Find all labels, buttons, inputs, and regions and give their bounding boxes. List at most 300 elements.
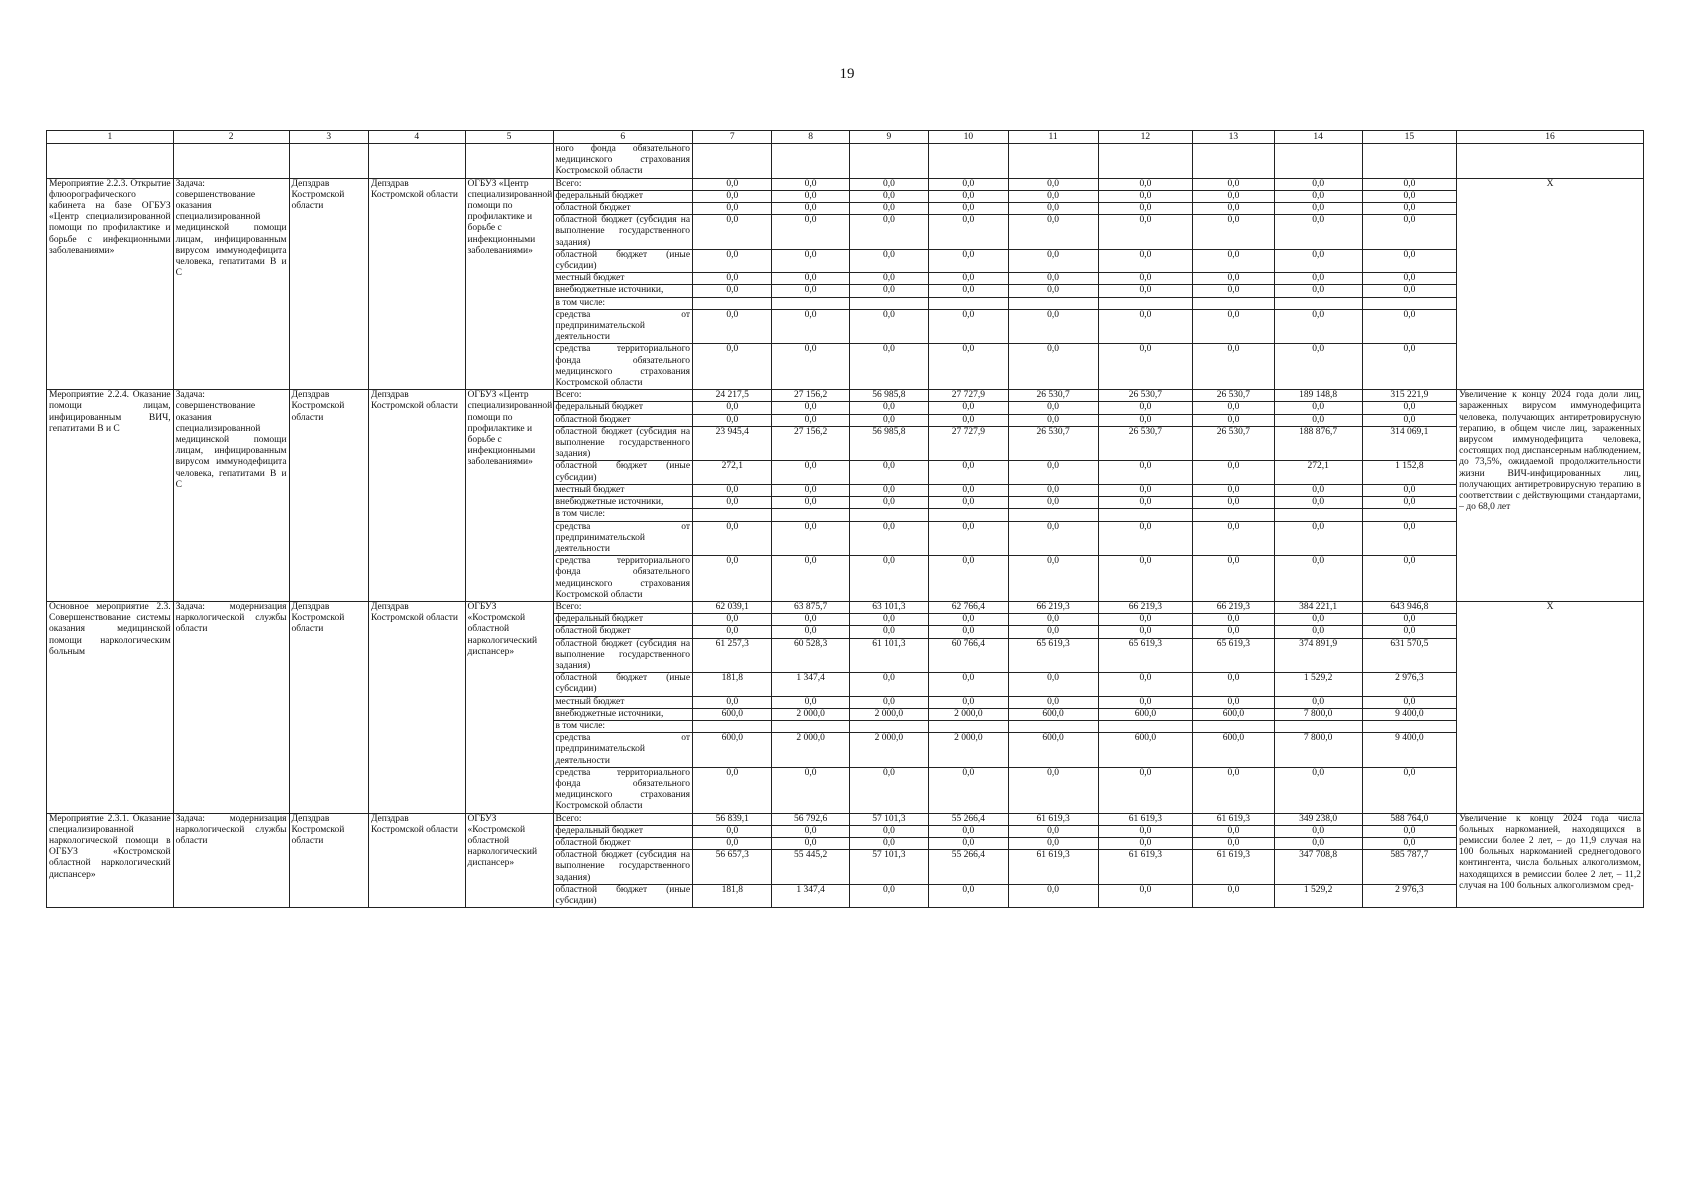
- amount-cell: 0,0: [1008, 285, 1098, 297]
- funding-source-label: средства территориального фонда обязательного медицинского страхования Костромской области: [553, 767, 693, 813]
- amount-cell: 0,0: [929, 673, 1008, 696]
- amount-cell: 61 619,3: [1193, 813, 1275, 825]
- amount-cell: 0,0: [772, 178, 849, 190]
- amount-cell: 0,0: [929, 626, 1008, 638]
- amount-cell: 60 528,3: [772, 638, 849, 673]
- amount-cell: 61 619,3: [1008, 850, 1098, 885]
- funding-source-label: средства от предпринимательской деятельности: [553, 521, 693, 556]
- amount-cell: 0,0: [1008, 884, 1098, 907]
- header-cell: 1: [47, 131, 174, 144]
- amount-cell: 56 839,1: [693, 813, 772, 825]
- amount-cell: 26 530,7: [1098, 426, 1192, 461]
- expected-result-cell: Увеличение к концу 2024 года доли лиц, зараженных вирусом иммунодефицита человека, получающих антиретровирусную терапию, в общем числе лиц, зараженных вирусом иммунодефицита человека, состоящих под диспансерным наблюдением, до 73,5%, ожидаемой продолжительности жизни ВИЧ-инфицированных лиц, получающих антиретровирусную терапию в соответствии с действующими стандартами, – до 68,0 лет: [1457, 390, 1644, 602]
- header-cell: 2: [173, 131, 289, 144]
- table-row: [47, 601, 1644, 613]
- amount-cell: 0,0: [929, 767, 1008, 813]
- amount-cell: 0,0: [1193, 497, 1275, 509]
- amount-cell: 0,0: [1274, 837, 1362, 849]
- funding-source-label: федеральный бюджет: [553, 825, 693, 837]
- funding-source-label: областной бюджет (субсидия на выполнение государственного задания): [553, 215, 693, 250]
- amount-cell: 0,0: [1193, 673, 1275, 696]
- funding-source-label: в том числе:: [553, 720, 693, 732]
- amount-cell: 2 000,0: [849, 733, 928, 768]
- amount-cell: 384 221,1: [1274, 601, 1362, 613]
- amount-cell: 0,0: [1098, 178, 1192, 190]
- funding-source-label: внебюджетные источники,: [553, 708, 693, 720]
- amount-cell: 0,0: [929, 521, 1008, 556]
- amount-cell: 0,0: [1098, 626, 1192, 638]
- amount-cell: 0,0: [1008, 673, 1098, 696]
- amount-cell: 0,0: [1362, 190, 1456, 202]
- amount-cell: 631 570,5: [1362, 638, 1456, 673]
- amount-cell: 0,0: [693, 203, 772, 215]
- table-row: [47, 813, 1644, 825]
- amount-cell: 56 657,3: [693, 850, 772, 885]
- amount-cell: 23 945,4: [693, 426, 772, 461]
- amount-cell: 0,0: [1098, 215, 1192, 250]
- amount-cell: 0,0: [1362, 767, 1456, 813]
- amount-cell: 0,0: [772, 190, 849, 202]
- amount-cell: 347 708,8: [1274, 850, 1362, 885]
- amount-cell: 0,0: [1098, 309, 1192, 344]
- amount-cell: 0,0: [772, 614, 849, 626]
- amount-cell: 0,0: [772, 521, 849, 556]
- funding-source-label: областной бюджет: [553, 203, 693, 215]
- amount-cell: 0,0: [693, 497, 772, 509]
- amount-cell: 0,0: [1008, 190, 1098, 202]
- amount-cell: 0,0: [1008, 837, 1098, 849]
- amount-cell: 0,0: [849, 344, 928, 390]
- amount-cell: 0,0: [849, 556, 928, 602]
- amount-cell: 0,0: [1362, 484, 1456, 496]
- amount-cell: 0,0: [1193, 344, 1275, 390]
- amount-cell: 61 619,3: [1098, 813, 1192, 825]
- amount-cell: 55 266,4: [929, 813, 1008, 825]
- amount-cell: 61 619,3: [1193, 850, 1275, 885]
- amount-cell: 0,0: [1362, 837, 1456, 849]
- amount-cell: 0,0: [1008, 215, 1098, 250]
- amount-cell: 0,0: [929, 461, 1008, 484]
- amount-cell: 0,0: [1362, 309, 1456, 344]
- funding-source-label: внебюджетные источники,: [553, 497, 693, 509]
- amount-cell: 0,0: [1274, 190, 1362, 202]
- amount-cell: 0,0: [929, 285, 1008, 297]
- funding-source-label: областной бюджет: [553, 414, 693, 426]
- amount-cell: 0,0: [1008, 696, 1098, 708]
- amount-cell: 0,0: [1008, 614, 1098, 626]
- task-cell: Задача: совершенствование оказания специализированной медицинской помощи лицам, инфицированным вирусом иммунодефицита человека, гепатитами В и С: [173, 178, 289, 390]
- amount-cell: 0,0: [849, 497, 928, 509]
- amount-cell: 1 152,8: [1362, 461, 1456, 484]
- amount-cell: 600,0: [1193, 708, 1275, 720]
- amount-cell: 600,0: [693, 733, 772, 768]
- amount-cell: 1 347,4: [772, 673, 849, 696]
- funding-source-label: областной бюджет (иные субсидии): [553, 673, 693, 696]
- task-cell: Задача: совершенствование оказания специализированной медицинской помощи лицам, инфицированным вирусом иммунодефицита человека, гепатитами В и С: [173, 390, 289, 602]
- amount-cell: 0,0: [1098, 556, 1192, 602]
- amount-cell: 0,0: [929, 614, 1008, 626]
- amount-cell: 0,0: [849, 309, 928, 344]
- amount-cell: 26 530,7: [1193, 390, 1275, 402]
- amount-cell: 0,0: [772, 309, 849, 344]
- amount-cell: 0,0: [693, 626, 772, 638]
- amount-cell: 1 529,2: [1274, 884, 1362, 907]
- amount-cell: 600,0: [693, 708, 772, 720]
- amount-cell: 0,0: [1274, 825, 1362, 837]
- amount-cell: 0,0: [1274, 521, 1362, 556]
- amount-cell: 57 101,3: [849, 850, 928, 885]
- amount-cell: 2 000,0: [772, 733, 849, 768]
- amount-cell: [1193, 297, 1275, 309]
- amount-cell: 0,0: [1008, 484, 1098, 496]
- amount-cell: 0,0: [1193, 190, 1275, 202]
- amount-cell: 600,0: [1008, 733, 1098, 768]
- amount-cell: 272,1: [1274, 461, 1362, 484]
- amount-cell: 374 891,9: [1274, 638, 1362, 673]
- amount-cell: 65 619,3: [1008, 638, 1098, 673]
- amount-cell: 0,0: [929, 414, 1008, 426]
- header-cell: 13: [1193, 131, 1275, 144]
- amount-cell: 26 530,7: [1193, 426, 1275, 461]
- funding-source-label: местный бюджет: [553, 273, 693, 285]
- amount-cell: 0,0: [1098, 497, 1192, 509]
- amount-cell: 0,0: [849, 402, 928, 414]
- amount-cell: 0,0: [849, 190, 928, 202]
- amount-cell: [1098, 297, 1192, 309]
- amount-cell: 55 266,4: [929, 850, 1008, 885]
- amount-cell: [1193, 509, 1275, 521]
- amount-cell: 0,0: [1274, 414, 1362, 426]
- amount-cell: 7 800,0: [1274, 733, 1362, 768]
- amount-cell: 0,0: [772, 344, 849, 390]
- amount-cell: 0,0: [1098, 696, 1192, 708]
- amount-cell: 0,0: [849, 673, 928, 696]
- amount-cell: 0,0: [1008, 626, 1098, 638]
- amount-cell: [772, 297, 849, 309]
- funding-source-label: областной бюджет (иные субсидии): [553, 249, 693, 272]
- amount-cell: 0,0: [929, 309, 1008, 344]
- amount-cell: 585 787,7: [1362, 850, 1456, 885]
- amount-cell: 189 148,8: [1274, 390, 1362, 402]
- amount-cell: 0,0: [1274, 614, 1362, 626]
- amount-cell: [1193, 720, 1275, 732]
- amount-cell: 600,0: [1193, 733, 1275, 768]
- amount-cell: 0,0: [693, 178, 772, 190]
- amount-cell: 66 219,3: [1193, 601, 1275, 613]
- amount-cell: 55 445,2: [772, 850, 849, 885]
- amount-cell: 0,0: [1008, 825, 1098, 837]
- amount-cell: 0,0: [1193, 484, 1275, 496]
- responsible-cell: Депздрав Костромской области: [289, 390, 368, 602]
- amount-cell: 0,0: [1362, 203, 1456, 215]
- amount-cell: 0,0: [1098, 837, 1192, 849]
- amount-cell: 0,0: [849, 249, 928, 272]
- amount-cell: 0,0: [693, 614, 772, 626]
- amount-cell: 0,0: [772, 285, 849, 297]
- amount-cell: 0,0: [772, 696, 849, 708]
- amount-cell: 2 000,0: [929, 708, 1008, 720]
- amount-cell: 0,0: [1193, 309, 1275, 344]
- funding-source-label: внебюджетные источники,: [553, 285, 693, 297]
- amount-cell: 0,0: [1274, 309, 1362, 344]
- amount-cell: 0,0: [929, 497, 1008, 509]
- funding-source-label: ного фонда обязательного медицинского страхования Костромской области: [553, 144, 693, 179]
- amount-cell: 600,0: [1098, 708, 1192, 720]
- task-cell: Задача: модернизация наркологической службы области: [173, 813, 289, 908]
- event-name-cell: Мероприятие 2.2.4. Оказание помощи лицам, инфицированным ВИЧ, гепатитами В и С: [47, 390, 174, 602]
- amount-cell: 0,0: [693, 273, 772, 285]
- event-name-cell: Основное мероприятие 2.3. Совершенствование системы оказания медицинской помощи наркологическим больным: [47, 601, 174, 813]
- funding-source-label: местный бюджет: [553, 484, 693, 496]
- amount-cell: 0,0: [929, 825, 1008, 837]
- amount-cell: 0,0: [1362, 249, 1456, 272]
- funding-source-label: областной бюджет (иные субсидии): [553, 461, 693, 484]
- amount-cell: 0,0: [849, 884, 928, 907]
- amount-cell: 0,0: [1362, 521, 1456, 556]
- amount-cell: [1274, 297, 1362, 309]
- amount-cell: 0,0: [1193, 556, 1275, 602]
- amount-cell: 0,0: [1098, 461, 1192, 484]
- amount-cell: [772, 509, 849, 521]
- amount-cell: 56 792,6: [772, 813, 849, 825]
- funding-source-label: федеральный бюджет: [553, 190, 693, 202]
- amount-cell: 2 976,3: [1362, 673, 1456, 696]
- amount-cell: 0,0: [849, 461, 928, 484]
- amount-cell: 0,0: [1362, 696, 1456, 708]
- funding-source-label: средства от предпринимательской деятельности: [553, 309, 693, 344]
- participant-cell: ОГБУЗ «Центр специализированной помощи по профилактике и борьбе с инфекционными заболеваниями»: [465, 390, 553, 602]
- header-cell: 12: [1098, 131, 1192, 144]
- table-row: [47, 390, 1644, 402]
- amount-cell: 0,0: [772, 767, 849, 813]
- amount-cell: 60 766,4: [929, 638, 1008, 673]
- amount-cell: 0,0: [849, 825, 928, 837]
- budget-table: [46, 130, 1644, 908]
- amount-cell: 0,0: [1098, 273, 1192, 285]
- amount-cell: 9 400,0: [1362, 733, 1456, 768]
- amount-cell: 0,0: [693, 309, 772, 344]
- amount-cell: 0,0: [1008, 273, 1098, 285]
- amount-cell: 0,0: [1362, 285, 1456, 297]
- amount-cell: 0,0: [1362, 556, 1456, 602]
- header-cell: 16: [1457, 131, 1644, 144]
- amount-cell: 0,0: [1098, 521, 1192, 556]
- amount-cell: [1008, 297, 1098, 309]
- amount-cell: [929, 509, 1008, 521]
- amount-cell: 0,0: [1193, 461, 1275, 484]
- amount-cell: 0,0: [929, 190, 1008, 202]
- amount-cell: [849, 509, 928, 521]
- amount-cell: 61 101,3: [849, 638, 928, 673]
- amount-cell: 61 257,3: [693, 638, 772, 673]
- amount-cell: 0,0: [772, 837, 849, 849]
- amount-cell: 2 000,0: [929, 733, 1008, 768]
- amount-cell: 0,0: [1362, 497, 1456, 509]
- amount-cell: 0,0: [1008, 521, 1098, 556]
- funding-source-label: областной бюджет (субсидия на выполнение государственного задания): [553, 850, 693, 885]
- amount-cell: 26 530,7: [1098, 390, 1192, 402]
- expected-result-cell: Х: [1457, 178, 1644, 390]
- amount-cell: 0,0: [693, 521, 772, 556]
- amount-cell: 0,0: [772, 825, 849, 837]
- amount-cell: [1362, 297, 1456, 309]
- amount-cell: 63 101,3: [849, 601, 928, 613]
- amount-cell: 0,0: [1193, 521, 1275, 556]
- amount-cell: 0,0: [693, 344, 772, 390]
- amount-cell: 643 946,8: [1362, 601, 1456, 613]
- amount-cell: 0,0: [1193, 249, 1275, 272]
- coexecutor-cell: Депздрав Костромской области: [368, 601, 465, 813]
- amount-cell: 0,0: [849, 767, 928, 813]
- amount-cell: 0,0: [929, 178, 1008, 190]
- amount-cell: 0,0: [1193, 402, 1275, 414]
- amount-cell: 0,0: [1362, 626, 1456, 638]
- funding-source-label: Всего:: [553, 390, 693, 402]
- amount-cell: 0,0: [1098, 614, 1192, 626]
- amount-cell: 0,0: [929, 696, 1008, 708]
- amount-cell: 9 400,0: [1362, 708, 1456, 720]
- amount-cell: 0,0: [693, 285, 772, 297]
- amount-cell: 2 000,0: [772, 708, 849, 720]
- amount-cell: 0,0: [1274, 767, 1362, 813]
- amount-cell: 314 069,1: [1362, 426, 1456, 461]
- amount-cell: 0,0: [1193, 626, 1275, 638]
- amount-cell: 272,1: [693, 461, 772, 484]
- amount-cell: 0,0: [1274, 203, 1362, 215]
- amount-cell: [849, 297, 928, 309]
- amount-cell: 0,0: [1008, 414, 1098, 426]
- amount-cell: 0,0: [772, 203, 849, 215]
- amount-cell: 0,0: [1193, 884, 1275, 907]
- funding-source-label: Всего:: [553, 601, 693, 613]
- amount-cell: 0,0: [1008, 344, 1098, 390]
- header-row: [47, 131, 1644, 144]
- amount-cell: 0,0: [1008, 309, 1098, 344]
- amount-cell: 0,0: [693, 402, 772, 414]
- amount-cell: 600,0: [1008, 708, 1098, 720]
- amount-cell: 0,0: [849, 696, 928, 708]
- amount-cell: 0,0: [1362, 215, 1456, 250]
- amount-cell: 0,0: [929, 556, 1008, 602]
- amount-cell: [693, 297, 772, 309]
- amount-cell: 0,0: [693, 249, 772, 272]
- responsible-cell: Депздрав Костромской области: [289, 601, 368, 813]
- amount-cell: 0,0: [849, 837, 928, 849]
- amount-cell: 0,0: [849, 178, 928, 190]
- amount-cell: 0,0: [772, 484, 849, 496]
- amount-cell: 26 530,7: [1008, 390, 1098, 402]
- amount-cell: 63 875,7: [772, 601, 849, 613]
- amount-cell: 0,0: [1193, 285, 1275, 297]
- amount-cell: 0,0: [1098, 285, 1192, 297]
- amount-cell: 600,0: [1098, 733, 1192, 768]
- header-cell: 4: [368, 131, 465, 144]
- amount-cell: 0,0: [1008, 556, 1098, 602]
- amount-cell: 0,0: [929, 344, 1008, 390]
- amount-cell: 0,0: [693, 837, 772, 849]
- amount-cell: 0,0: [693, 484, 772, 496]
- amount-cell: 181,8: [693, 673, 772, 696]
- amount-cell: 0,0: [1274, 285, 1362, 297]
- coexecutor-cell: Депздрав Костромской области: [368, 390, 465, 602]
- funding-source-label: федеральный бюджет: [553, 402, 693, 414]
- amount-cell: [929, 720, 1008, 732]
- amount-cell: 0,0: [1274, 402, 1362, 414]
- funding-source-label: средства территориального фонда обязательного медицинского страхования Костромской области: [553, 556, 693, 602]
- header-cell: 5: [465, 131, 553, 144]
- amount-cell: 0,0: [929, 249, 1008, 272]
- amount-cell: [929, 297, 1008, 309]
- amount-cell: 0,0: [849, 614, 928, 626]
- amount-cell: 0,0: [1274, 249, 1362, 272]
- amount-cell: 0,0: [693, 556, 772, 602]
- amount-cell: 0,0: [1193, 614, 1275, 626]
- amount-cell: 0,0: [1274, 344, 1362, 390]
- table-row: [47, 178, 1644, 190]
- amount-cell: [1274, 720, 1362, 732]
- amount-cell: 0,0: [1362, 273, 1456, 285]
- amount-cell: 0,0: [772, 626, 849, 638]
- amount-cell: 0,0: [1098, 825, 1192, 837]
- amount-cell: 0,0: [849, 203, 928, 215]
- amount-cell: 0,0: [772, 215, 849, 250]
- amount-cell: 0,0: [929, 215, 1008, 250]
- funding-source-label: в том числе:: [553, 297, 693, 309]
- amount-cell: 0,0: [1008, 497, 1098, 509]
- amount-cell: 0,0: [1274, 626, 1362, 638]
- amount-cell: 588 764,0: [1362, 813, 1456, 825]
- coexecutor-cell: Депздрав Костромской области: [368, 813, 465, 908]
- amount-cell: [849, 720, 928, 732]
- amount-cell: 65 619,3: [1193, 638, 1275, 673]
- amount-cell: 0,0: [1274, 696, 1362, 708]
- amount-cell: 349 238,0: [1274, 813, 1362, 825]
- participant-cell: ОГБУЗ «Костромской областной наркологический диспансер»: [465, 601, 553, 813]
- amount-cell: 0,0: [1274, 556, 1362, 602]
- amount-cell: 0,0: [772, 273, 849, 285]
- amount-cell: 0,0: [929, 402, 1008, 414]
- event-name-cell: Мероприятие 2.2.3. Открытие флюорографического кабинета на базе ОГБУЗ «Центр специализированной помощи по профилактике и борьбе с инфекционными заболеваниями»: [47, 178, 174, 390]
- funding-source-label: местный бюджет: [553, 696, 693, 708]
- amount-cell: 0,0: [1008, 203, 1098, 215]
- amount-cell: 0,0: [1274, 273, 1362, 285]
- amount-cell: 188 876,7: [1274, 426, 1362, 461]
- funding-source-label: областной бюджет: [553, 626, 693, 638]
- amount-cell: 62 766,4: [929, 601, 1008, 613]
- amount-cell: 0,0: [1098, 414, 1192, 426]
- page-number: 19: [839, 66, 855, 82]
- amount-cell: [1362, 720, 1456, 732]
- amount-cell: 0,0: [1008, 767, 1098, 813]
- amount-cell: 0,0: [1098, 767, 1192, 813]
- amount-cell: [1274, 509, 1362, 521]
- amount-cell: 0,0: [1098, 344, 1192, 390]
- amount-cell: 0,0: [849, 521, 928, 556]
- header-cell: 6: [553, 131, 693, 144]
- amount-cell: 0,0: [1362, 402, 1456, 414]
- participant-cell: ОГБУЗ «Костромской областной наркологический диспансер»: [465, 813, 553, 908]
- amount-cell: 0,0: [693, 767, 772, 813]
- amount-cell: [693, 509, 772, 521]
- funding-source-label: областной бюджет (субсидия на выполнение государственного задания): [553, 638, 693, 673]
- coexecutor-cell: Депздрав Костромской области: [368, 178, 465, 390]
- amount-cell: 0,0: [1362, 178, 1456, 190]
- amount-cell: 0,0: [1193, 178, 1275, 190]
- amount-cell: 0,0: [1193, 414, 1275, 426]
- amount-cell: 0,0: [1274, 215, 1362, 250]
- amount-cell: 0,0: [1008, 402, 1098, 414]
- expected-result-cell: Увеличение к концу 2024 года числа больных наркоманией, находящихся в ремиссии более 2 лет, – до 11,9 случая на 100 больных наркоманией среднегодового контингента, числа больных алкоголизмом, находящихся в ремиссии более 2 лет, – 11,2 случая на 100 больных алкоголизмом сред-: [1457, 813, 1644, 908]
